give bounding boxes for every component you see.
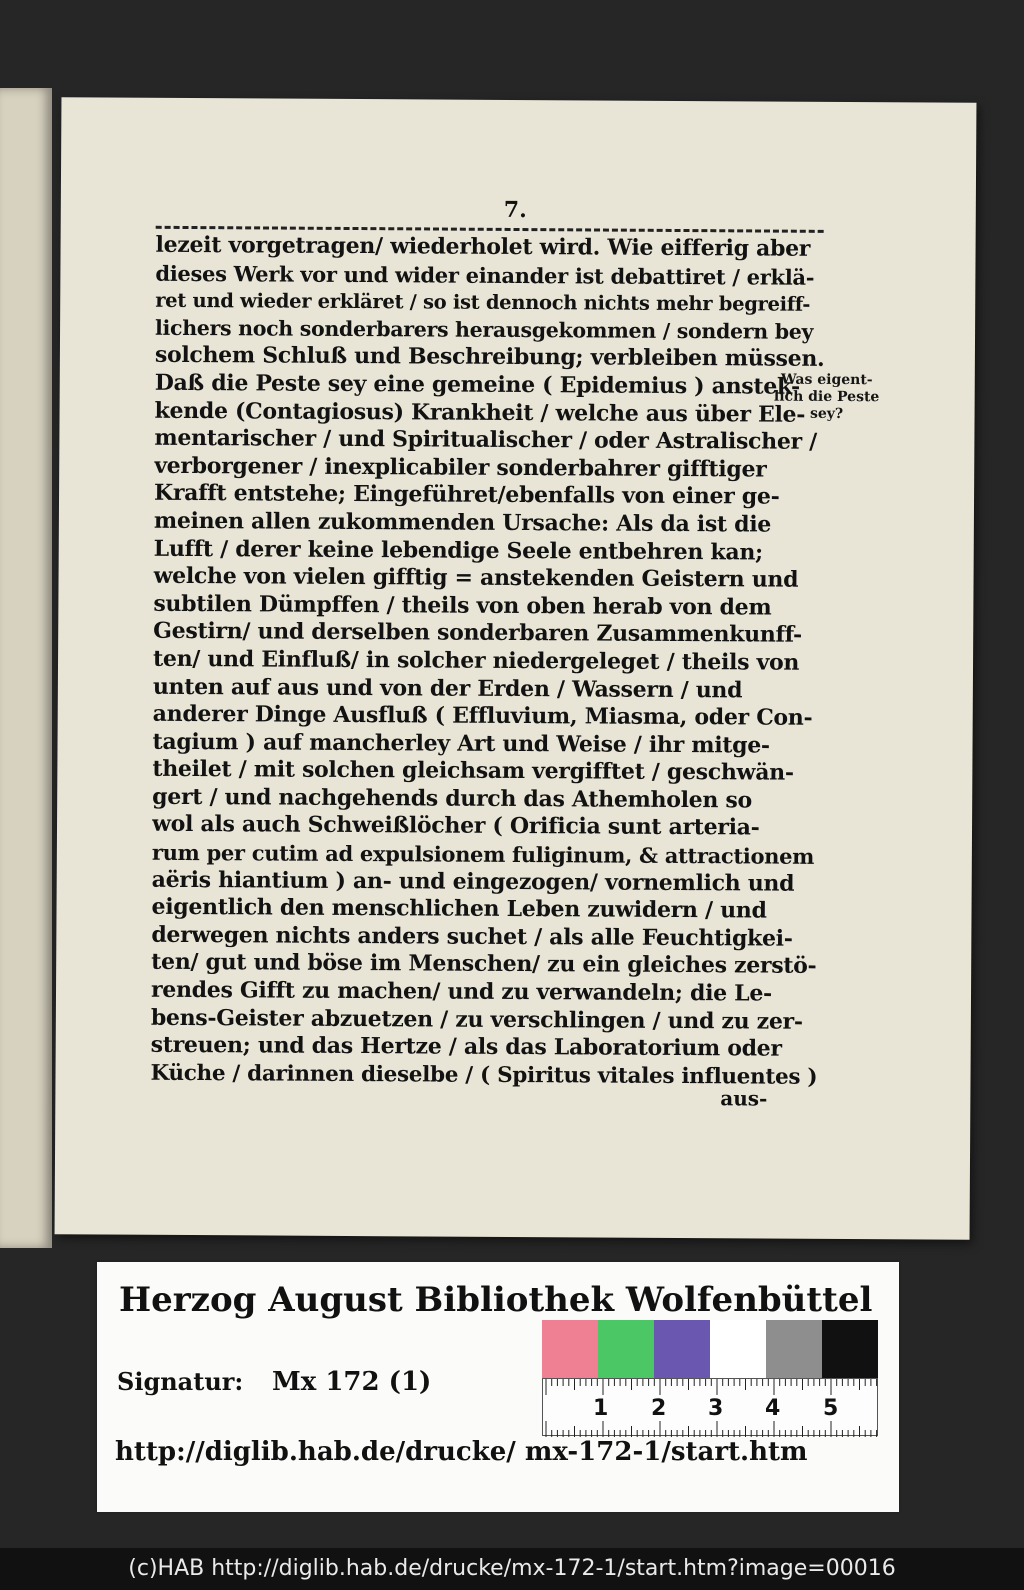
text-line: gert / und nachgehends durch das Athemholen so (152, 783, 752, 814)
text-line: dieses Werk vor und wider einander ist debattiret / erklä- (155, 260, 815, 290)
text-line: Gestirn/ und derselben sonderbaren Zusammenkunff- (153, 618, 803, 649)
text-line: derwegen nichts anders suchet / als alle Feuchtigkei- (151, 921, 793, 952)
text-line: eigentlich den menschlichen Leben zuwidern / und (151, 894, 767, 924)
record-url: http://diglib.hab.de/drucke/ mx-172-1/start.htm (115, 1437, 808, 1467)
library-name: Herzog August Bibliothek Wolfenbüttel (119, 1280, 873, 1320)
color-calibration-strip (542, 1320, 878, 1378)
color-swatch (822, 1320, 878, 1378)
margin-note-line: lich die Peste (773, 388, 880, 406)
text-line: ret und wieder erkläret / so ist dennoch nichts mehr begreiff- (155, 288, 811, 316)
text-line: meinen allen zukommenden Ursache: Als da ist die (153, 507, 772, 538)
facing-page-edge (0, 88, 52, 1248)
signature-label: Signatur: (117, 1367, 244, 1396)
page-number: 7. (503, 196, 527, 224)
text-line: Küche / darinnen dieselbe / ( Spiritus vitales influentes ) (150, 1060, 818, 1090)
color-swatch (598, 1320, 654, 1378)
color-swatch (766, 1320, 822, 1378)
text-line: Krafft entstehe; Eingeführet/ebenfalls von einer ge- (153, 480, 780, 510)
margin-note-line: Was eigent- (780, 371, 873, 389)
signature-value: Mx 172 (1) (272, 1367, 432, 1397)
text-line: wol als auch Schweißlöcher ( Orificia sunt arteria- (151, 811, 760, 841)
text-line: lichers noch sonderbarers herausgekommen / sondern bey (155, 315, 814, 344)
text-line: tagium ) auf mancherley Art und Weise / ihr mitge- (152, 728, 770, 759)
catch-word: aus- (720, 1086, 768, 1111)
text-line: ten/ gut und böse im Menschen/ zu ein gleiches zerstö- (151, 949, 817, 980)
color-swatch (542, 1320, 598, 1378)
margin-note (772, 372, 882, 424)
text-line: aëris hiantium ) an- und eingezogen/ vornemlich und (151, 866, 795, 897)
image-footer-caption: (c)HAB http://diglib.hab.de/drucke/mx-172-1/start.htm?image=00016 (0, 1548, 1024, 1590)
ruler-number: 2 (651, 1396, 667, 1421)
ruler-number: 3 (708, 1396, 724, 1421)
text-line: subtilen Dümpffen / theils von oben herab von dem (153, 590, 772, 621)
color-swatch (654, 1320, 710, 1378)
text-line: rum per cutim ad expulsionem fuliginum, & attractionem (151, 839, 815, 869)
text-line: bens-Geister abzuetzen / zu verschlingen / und zu zer- (150, 1004, 803, 1035)
text-line: welche von vielen gifftig = anstekenden Geistern und (153, 562, 799, 593)
ruler-number: 5 (823, 1396, 839, 1421)
text-line: Daß die Peste sey eine gemeine ( Epidemius ) anstek- (154, 369, 800, 400)
text-line: unten auf aus und von der Erden / Wassern / und (152, 673, 743, 703)
text-line: mentarischer / und Spiritualischer / oder Astralischer / (154, 424, 818, 455)
color-swatch (710, 1320, 766, 1378)
text-line: lezeit vorgetragen/ wiederholet wird. Wie eifferig aber (155, 231, 811, 262)
text-line: anderer Dinge Ausfluß ( Effluvium, Miasma, oder Con- (152, 700, 813, 731)
text-line: rendes Gifft zu machen/ und zu verwandeln; die Le- (150, 976, 773, 1007)
text-line: solchem Schluß und Beschreibung; verbleiben müssen. (154, 342, 825, 373)
margin-note-line: sey? (809, 405, 844, 422)
ruler-number: 4 (765, 1396, 781, 1421)
library-label-card (97, 1262, 899, 1512)
text-line: streuen; und das Hertze / als das Laboratorium oder (150, 1031, 782, 1062)
text-line: verborgener / inexplicabiler sonderbahrer gifftiger (154, 452, 767, 483)
body-text (150, 232, 825, 1091)
ruler-number: 1 (593, 1396, 609, 1421)
text-line: theilet / mit solchen gleichsam vergifftet / geschwän- (152, 756, 794, 786)
scale-ruler (542, 1378, 878, 1436)
text-line: Lufft / derer keine lebendige Seele entbehren kan; (153, 535, 763, 566)
book-page (55, 97, 977, 1240)
text-line: kende (Contagiosus) Krankheit / welche aus über Ele- (154, 397, 806, 428)
text-line: ten/ und Einfluß/ in solcher niedergeleget / theils von (152, 645, 800, 676)
